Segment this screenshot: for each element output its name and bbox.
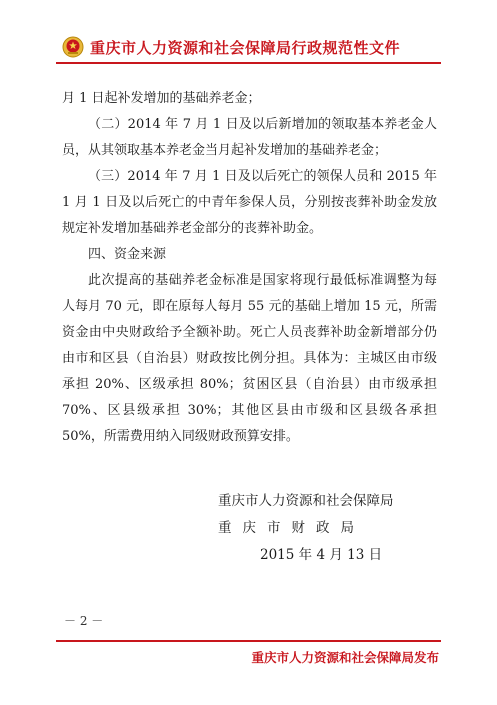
paragraph-item-2: （二）2014 年 7 月 1 日及以后新增加的领取基本养老金人员，从其领取基本养老金当月起补发增加的基础养老金； [62, 117, 437, 158]
signature-org-finance: 重庆市财政局 [218, 520, 365, 536]
paragraph-continuation: 月 1 日起补发增加的基础养老金； [62, 91, 261, 106]
paragraph-item-3: （三）2014 年 7 月 1 日及以后死亡的领保人员和 2015 年 1 月 1 日及以后死亡的中青年参保人员，分别按丧葬补助金发放规定补发增加基础养老金部分的丧葬补助金。 [62, 169, 437, 236]
national-emblem-icon [62, 36, 84, 58]
footer-divider [56, 640, 441, 642]
paragraph-funding: 此次提高的基础养老金标准是国家将现行最低标准调整为每人每月 70 元，即在原每人每月 55 元的基础上增加 15 元，所需资金由中央财政给予全额补助。死亡人员丧葬补助金新增部分仍由市和区县（自治县）财政按比例分担。具体为：主城区由市级承担 20%、区级承担 80%；贫困区县（自治县）由市级承担 70%、区县级承担 30%；其他区县由市级和区县级各承担 50%，所需费用纳入同级财政预算安排。 [62, 273, 437, 444]
signature-date: 2015 年 4 月 13 日 [260, 547, 383, 563]
document-header [62, 34, 400, 60]
footer-publisher: 重庆市人力资源和社会保障局发布 [251, 650, 439, 665]
signature-org-hrss: 重庆市人力资源和社会保障局 [218, 493, 394, 509]
header-divider [56, 62, 441, 64]
document-body [62, 86, 437, 450]
header-title: 重庆市人力资源和社会保障局行政规范性文件 [90, 38, 401, 57]
page-number: － 2 － [64, 614, 104, 628]
section-heading-funding: 四、资金来源 [88, 247, 167, 262]
